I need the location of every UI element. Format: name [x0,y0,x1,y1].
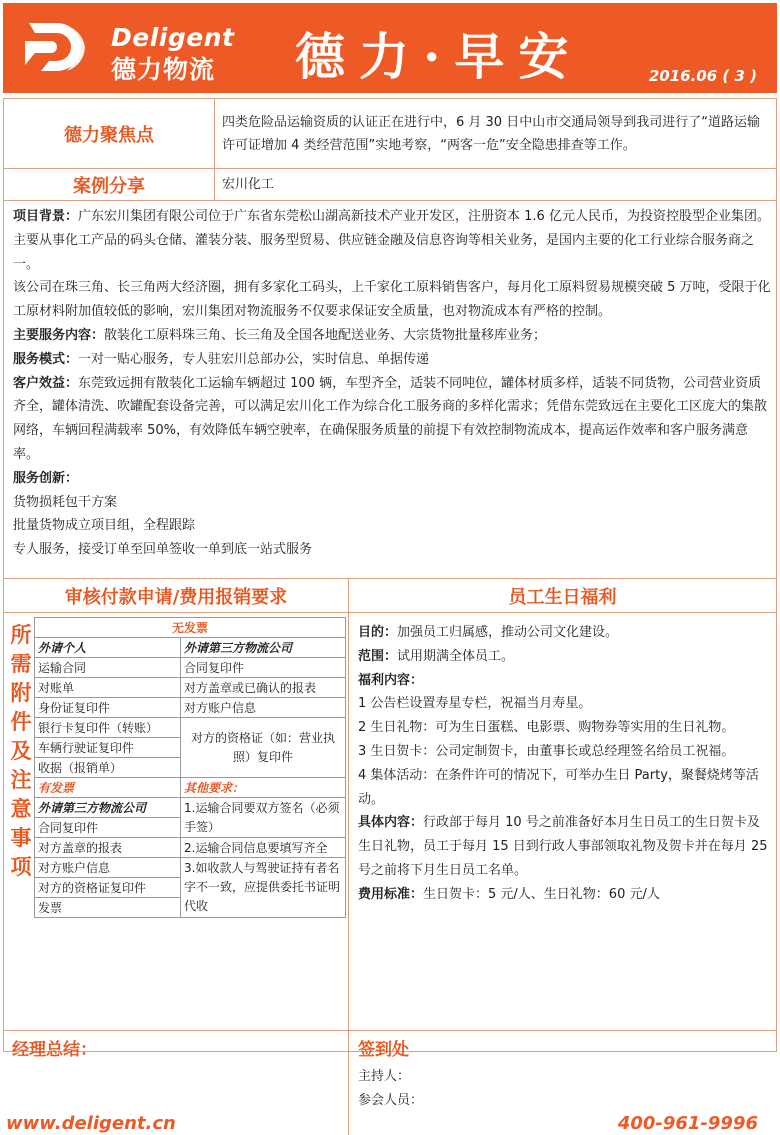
case-label: 案例分享 [4,169,215,200]
scope-text: 试用期满全体员工。 [397,648,515,664]
content-label: 福利内容： [358,672,424,688]
brand-name-en: Deligent [111,23,235,52]
content-frame [3,98,777,1108]
service-mode-text: 一对一贴心服务，专人驻宏川总部办公，实时信息、单据传递 [78,351,430,367]
welfare-item: 4 集体活动：在条件许可的情况下，可举办生日 Party，聚餐烧烤等活动。 [358,767,759,807]
welfare-item: 1 公告栏设置寿星专栏，祝福当月寿星。 [358,696,592,712]
table-cell: 2.运输合同信息要填写齐全 [181,838,346,858]
welfare-item: 2 生日礼物：可为生日蛋糕、电影票、购物券等实用的生日礼物。 [358,720,735,736]
footer-website[interactable]: www.deligent.cn [6,1113,176,1134]
table-cell: 对方的资格证复印件 [35,878,181,898]
focus-label: 德力聚焦点 [4,99,215,168]
invoice-third-party-header: 外请第三方物流公司 [35,798,181,818]
welfare-section [349,578,776,1030]
page-title: 德力·早安 [295,27,583,86]
brand-name-cn: 德力物流 [111,55,216,84]
with-invoice-header: 有发票 [35,778,181,798]
table-cell: 1.运输合同要双方签名（必须手签） [181,798,346,838]
purpose-label: 目的： [358,625,398,640]
attachments-vertical-label: 所需附件及注意事项 [10,623,32,879]
innovation-label: 服务创新： [13,470,79,486]
main-service-text: 散装化工原料珠三角、长三角及全国各地配送业务、大宗货物批量移库业务； [104,327,547,343]
case-row [4,169,776,201]
detail-text: 行政部于每月 10 号之前准备好本月生日员工的生日贺卡及生日礼物，员工于每月 15 日到行政人事部领取礼物及贺卡并在每月 25 号之前将下月生日员工名单。 [358,815,768,878]
table-cell: 对方的资格证（如：营业执照）复印件 [181,718,346,778]
deligent-logo-icon [23,17,95,77]
case-body [13,205,771,562]
signin-title: 签到处 [358,1040,409,1060]
no-invoice-header: 无发票 [35,618,346,638]
table-cell: 运输合同 [35,658,181,678]
table-cell: 对账单 [35,678,181,698]
requirements-table [34,617,346,918]
footer-phone: 400-961-9996 [617,1113,758,1134]
table-cell: 对方账户信息 [181,698,346,718]
cost-label: 费用标准： [358,886,424,902]
issue-date: 2016.06 ( 3 ) [648,67,757,85]
host-label: 主持人： [358,1069,411,1084]
other-requirements-header: 其他要求： [181,778,346,798]
background-text: 广东宏川集团有限公司位于广东省东莞松山湖高新技术产业开发区，注册资本 1.6 亿元人民币，为投资控股型企业集团。主要从事化工产品的码头仓储、灌装分装、服务型贸易、供应链金融及信息咨询等相关业务，是国内主要的化工行业综合服务商之一。 [13,209,770,272]
manager-summary-title: 经理总结： [12,1040,97,1060]
audit-section [4,578,349,1030]
welfare-item: 3 生日贺卡：公司定制贺卡，由董事长或总经理签名给员工祝福。 [358,743,735,759]
focus-row [4,99,776,169]
table-cell: 对方盖章的报表 [35,838,181,858]
case-company: 宏川化工 [222,177,275,192]
table-cell: 合同复印件 [181,658,346,678]
audit-title: 审核付款申请/费用报销要求 [4,579,348,613]
welfare-body [358,621,770,907]
table-cell: 车辆行驶证复印件 [35,738,181,758]
benefit-label: 客户效益： [13,375,79,391]
innovation-item: 货物损耗包干方案 [13,494,118,510]
focus-text: 四类危险品运输资质的认证正在进行中，6 月 30 日中山市交通局领导到我司进行了“道路运输许可证增加 4 类经营范围”实地考察，“两客一危”安全隐患排查等工作。 [222,114,760,153]
table-cell: 对方账户信息 [35,858,181,878]
innovation-item: 专人服务，接受订单至回单签收一单到底一站式服务 [13,542,313,558]
table-cell: 对方盖章或已确认的报表 [181,678,346,698]
main-service-label: 主要服务内容： [13,327,105,343]
individual-header: 外请个人 [35,638,181,658]
table-cell: 收据（报销单） [35,758,181,778]
welfare-title: 员工生日福利 [349,579,776,613]
participants-label: 参会人员： [358,1093,424,1108]
benefit-text: 东莞致远拥有散装化工运输车辆超过 100 辆，车型齐全，适装不同吨位，罐体材质多样，适装不同货物，公司营业资质齐全，罐体清洗、吹罐配套设备完善，可以满足宏川化工作为综合化工服务商的多样化需求；凭借东莞致远在主要化工区庞大的集散网络，车辆回程满载率 50%，有效降低车辆空驶率，在确保服务质量的前提下有效控制物流成本，提高运作效率和客户服务满意率。 [13,375,768,462]
table-cell: 银行卡复印件（转账） [35,718,181,738]
scope-label: 范围： [358,648,398,664]
table-cell: 身份证复印件 [35,698,181,718]
purpose-text: 加强员工归属感，推动公司文化建设。 [397,625,619,640]
third-party-header: 外请第三方物流公司 [181,638,346,658]
background-label: 项目背景： [13,209,79,224]
header-banner [3,3,777,93]
service-mode-label: 服务模式： [13,351,79,367]
case-paragraph-2: 该公司在珠三角、长三角两大经济圈，拥有多家化工码头，上千家化工原料销售客户，每月化工原料贸易规模突破 5 万吨，受限于化工原材料附加值较低的影响，宏川集团对物流服务不仅要求保证安全质量，也对物流成本有严格的控制。 [13,280,771,320]
table-cell: 发票 [35,898,181,918]
innovation-item: 批量货物成立项目组，全程跟踪 [13,518,196,534]
cost-text: 生日贺卡：5 元/人、生日礼物：60 元/人 [423,886,660,902]
detail-label: 具体内容： [358,815,424,831]
table-cell: 合同复印件 [35,818,181,838]
table-cell: 3.如收款人与驾驶证持有者名字不一致，应提供委托书证明代收 [181,858,346,918]
